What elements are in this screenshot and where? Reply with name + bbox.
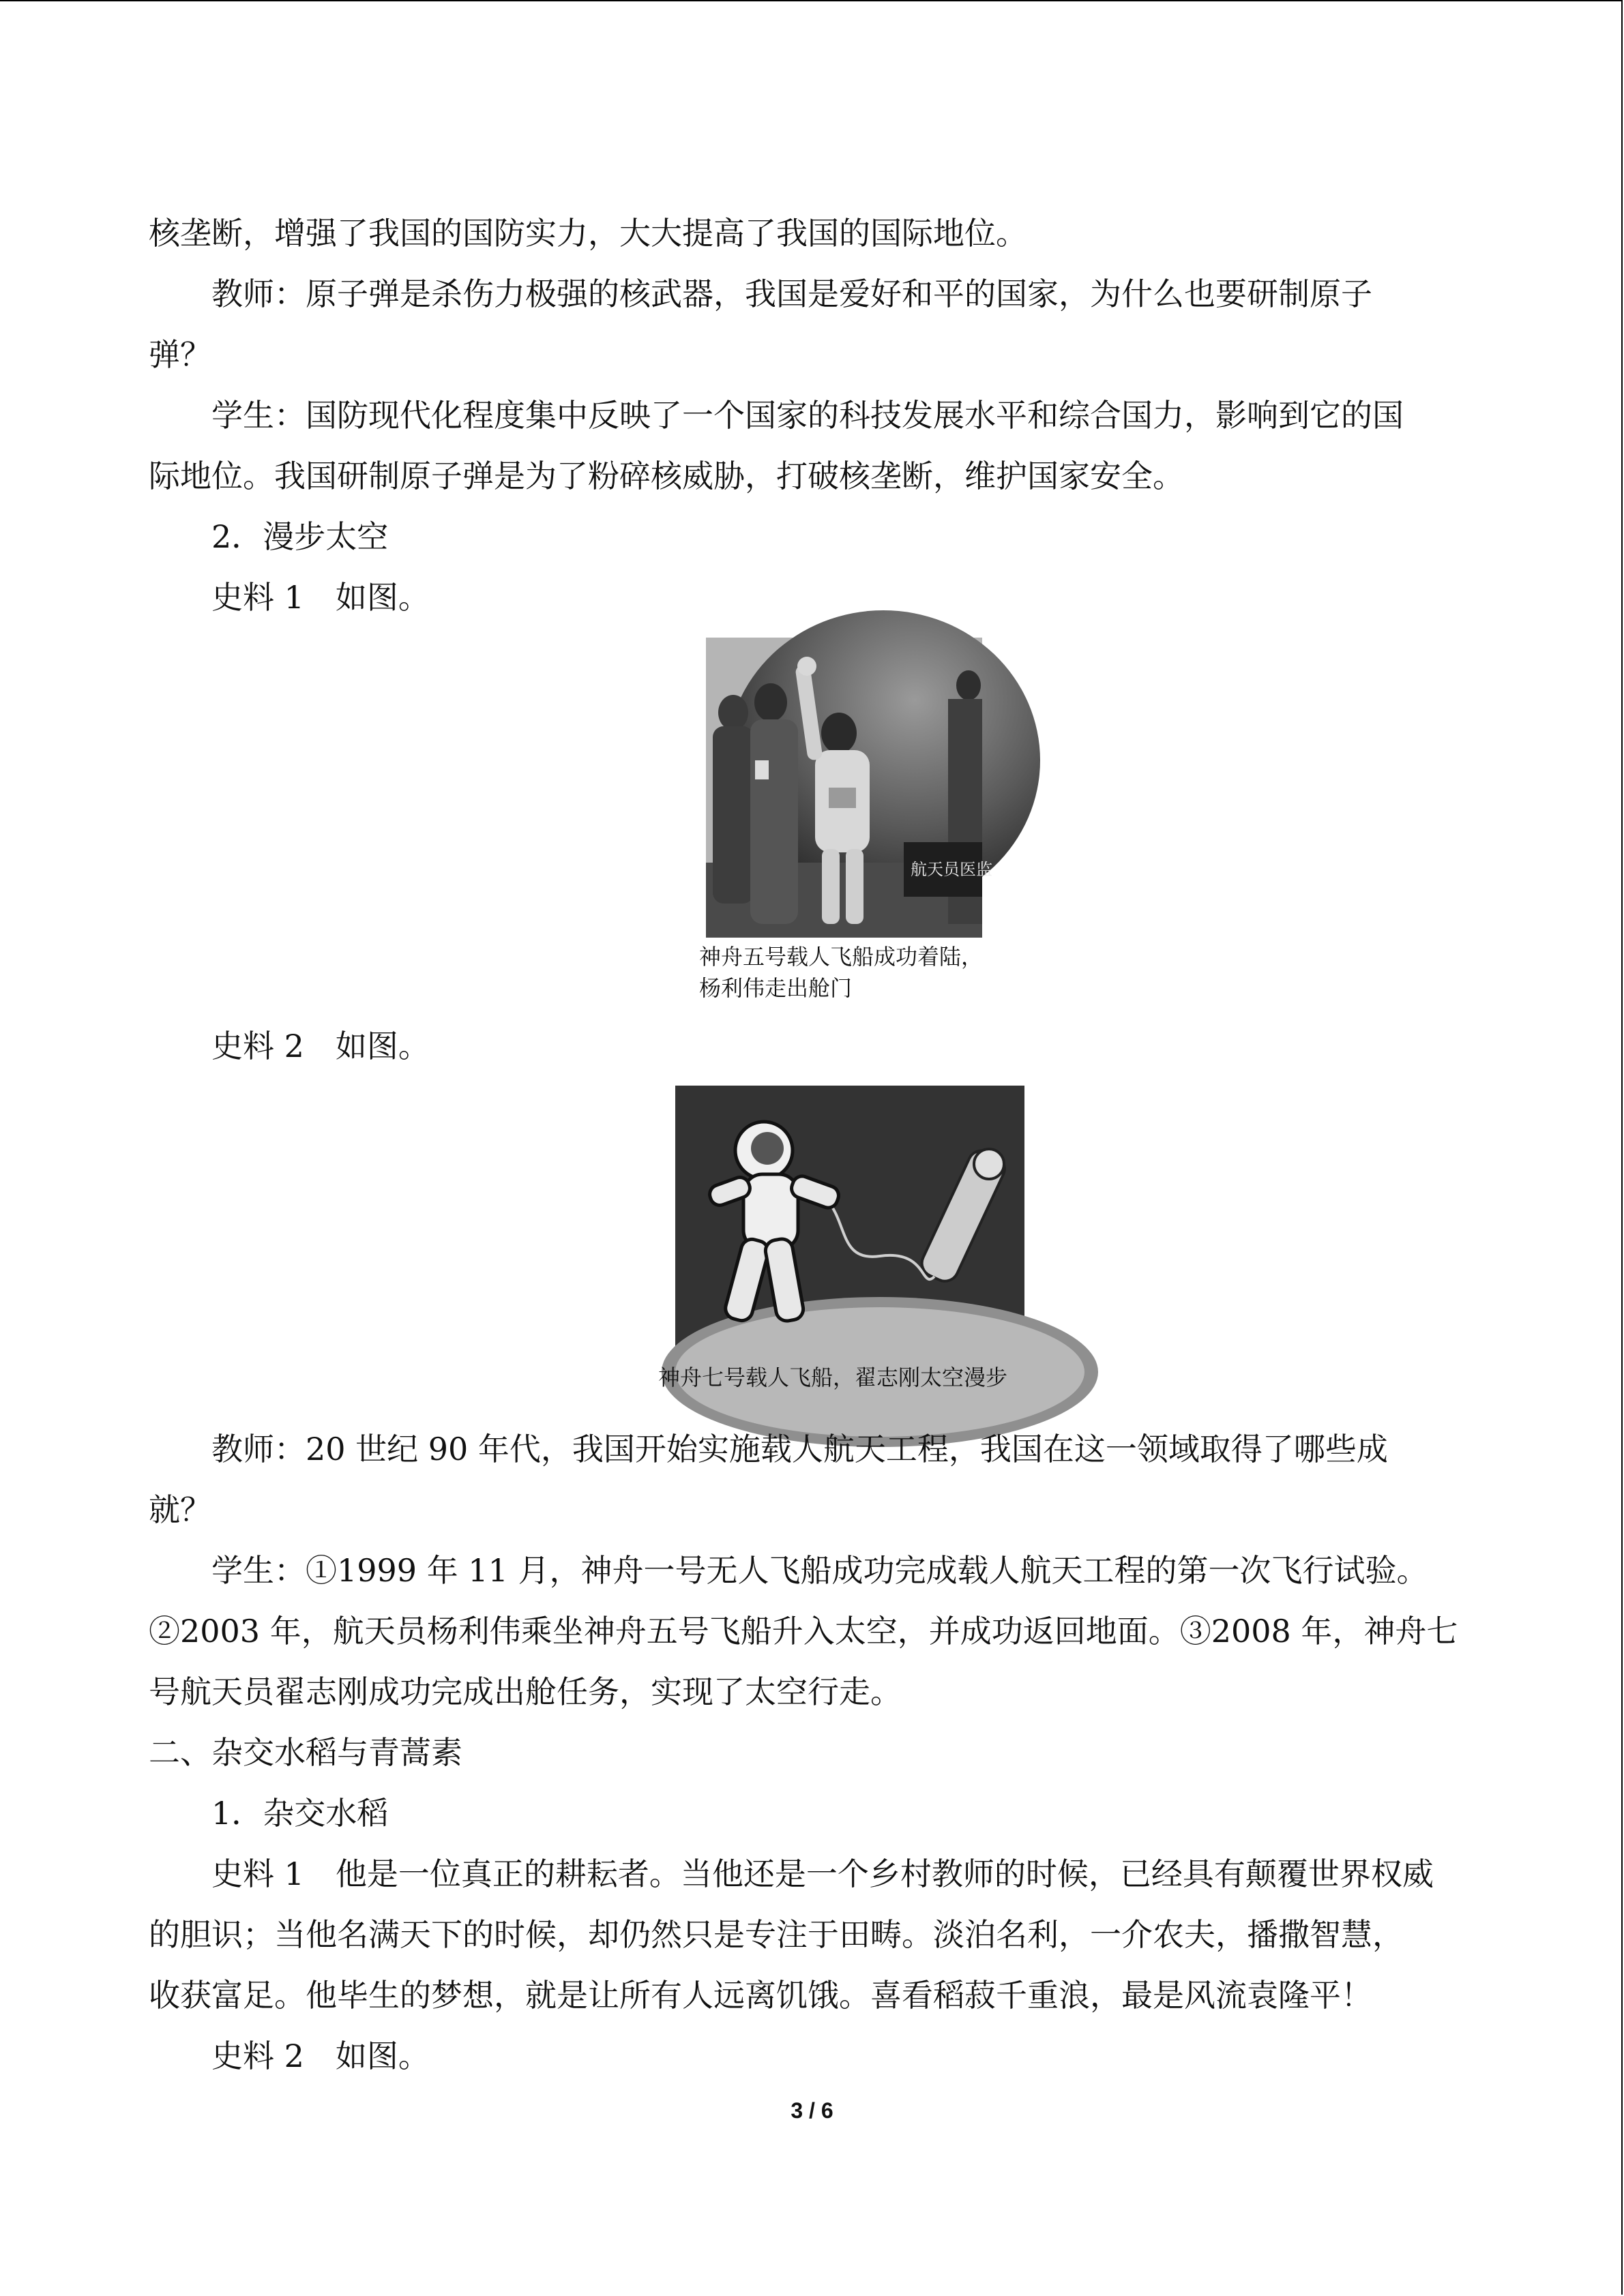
paragraph-line: 际地位。我国研制原子弹是为了粉碎核威胁，打破核垄断，维护国家安全。: [149, 458, 1184, 494]
section-heading: 二、杂交水稻与青蒿素: [149, 1734, 462, 1771]
paragraph-line: 史料 1 他是一位真正的耕耘者。当他还是一个乡村教师的时候，已经具有颠覆世界权威: [211, 1855, 1434, 1892]
paragraph-line: 号航天员翟志刚成功完成出舱任务，实现了太空行走。: [149, 1673, 902, 1710]
paragraph-line: 学生：国防现代化程度集中反映了一个国家的科技发展水平和综合国力，影响到它的国: [211, 397, 1404, 434]
figure-caption: 神舟七号载人飞船，翟志刚太空漫步: [658, 1365, 1008, 1390]
paragraph-line: 收获富足。他毕生的梦想，就是让所有人远离饥饿。喜看稻菽千重浪，最是风流袁隆平！: [149, 1977, 1372, 2014]
shenzhou5-sign: 航天员医监: [911, 860, 992, 879]
paragraph-line: 就？: [149, 1491, 211, 1528]
caption-line: 神舟五号载人飞船成功着陆，: [699, 944, 984, 970]
section-heading: 2．漫步太空: [211, 518, 389, 555]
caption-line: 杨利伟走出舱门: [699, 975, 853, 1001]
document-body: [149, 203, 1472, 628]
paragraph-line: 学生：①1999 年 11 月，神舟一号无人飞船成功完成载人航天工程的第一次飞行试验。: [211, 1552, 1428, 1589]
paragraph-line: 教师：原子弹是杀伤力极强的核武器，我国是爱好和平的国家，为什么也要研制原子: [211, 275, 1372, 312]
shenzhou7-photo: [675, 1086, 1024, 1353]
subsection-heading: 1．杂交水稻: [211, 1795, 389, 1832]
source-label: 史料 2 如图。: [211, 1028, 430, 1064]
figure-shenzhou7: [675, 1086, 1024, 1353]
source-label: 史料 2 如图。: [211, 2038, 430, 2074]
document-body-lower: [149, 1419, 1472, 2087]
paragraph-line: 的胆识；当他名满天下的时候，却仍然只是专注于田畴。淡泊名利，一介农夫，播撒智慧，: [149, 1916, 1404, 1953]
paragraph-line: 核垄断，增强了我国的国防实力，大大提高了我国的国际地位。: [149, 215, 1027, 252]
figure-shenzhou5: [706, 638, 992, 938]
figure-caption: [699, 941, 1054, 1004]
page-number: 3 / 6: [791, 2098, 833, 2123]
shenzhou5-photo: [706, 638, 992, 938]
paragraph-line: ②2003 年，航天员杨利伟乘坐神舟五号飞船升入太空，并成功返回地面。③2008 年，神舟七: [149, 1613, 1458, 1650]
paragraph-line: 教师：20 世纪 90 年代，我国开始实施载人航天工程，我国在这一领域取得了哪些成: [211, 1431, 1388, 1467]
source-label: 史料 1 如图。: [211, 579, 430, 616]
paragraph-line: 弹？: [149, 336, 211, 373]
